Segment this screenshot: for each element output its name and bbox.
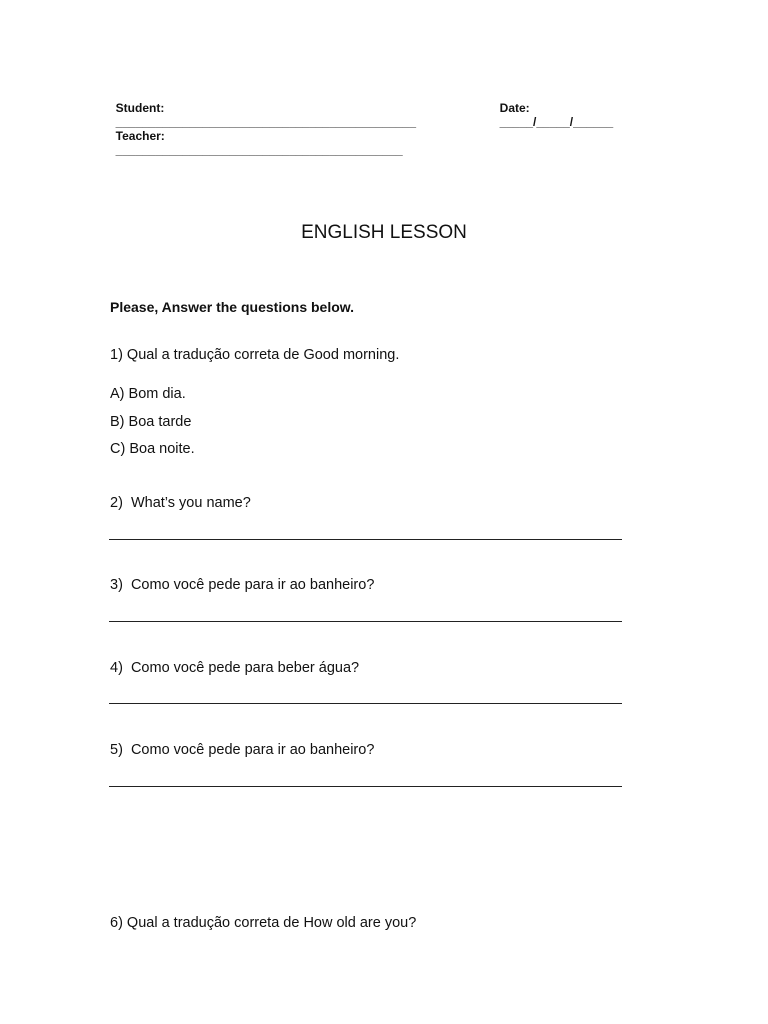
question-1-option-c: C) Boa noite. (110, 441, 195, 457)
answer-line-3 (109, 621, 622, 622)
question-5: 5) Como você pede para ir ao banheiro? (110, 742, 375, 758)
instructions: Please, Answer the questions below. (110, 299, 355, 315)
date-field (493, 87, 613, 129)
student-blank: _____________________________________________ (115, 115, 416, 129)
teacher-blank: ___________________________________________ (115, 143, 403, 157)
question-1-option-a: A) Bom dia. (110, 386, 186, 402)
date-blank: _____/_____/______ (499, 115, 614, 129)
student-label: Student: (115, 101, 165, 115)
question-1-option-b: B) Boa tarde (110, 414, 192, 430)
answer-line-2 (109, 539, 622, 540)
question-4: 4) Como você pede para beber água? (110, 660, 360, 676)
page-title: ENGLISH LESSON (301, 222, 467, 243)
date-label: Date: (499, 101, 530, 115)
question-3: 3) Como você pede para ir ao banheiro? (110, 577, 375, 593)
teacher-label: Teacher: (115, 129, 165, 143)
question-6: 6) Qual a tradução correta de How old are you? (110, 915, 417, 931)
teacher-field (109, 115, 403, 157)
answer-line-5 (109, 786, 622, 787)
answer-line-4 (109, 703, 622, 704)
question-1: 1) Qual a tradução correta de Good morning. (110, 347, 400, 363)
question-2: 2) What’s you name? (110, 495, 251, 511)
